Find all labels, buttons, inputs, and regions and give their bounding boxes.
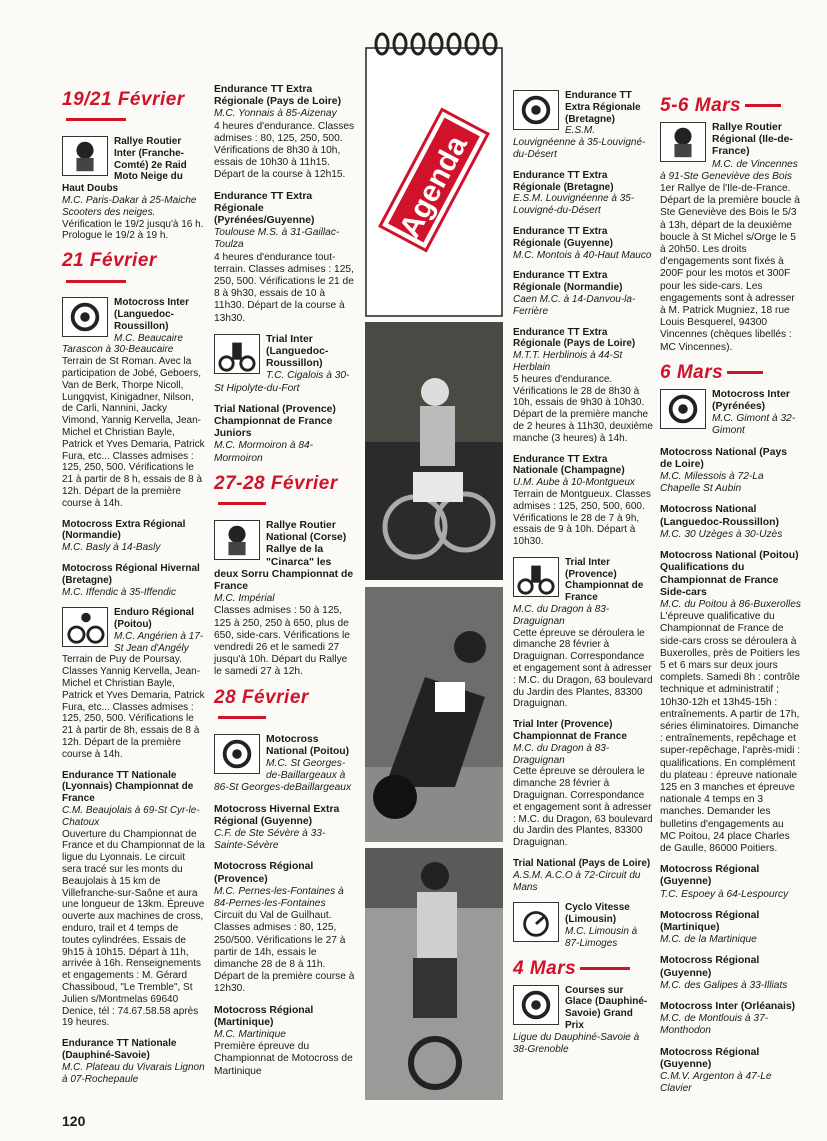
event-organizer: E.S.M. Louvignéenne à 35-Louvigné-du-Désert (513, 125, 646, 160)
date-heading-text: 4 Mars (513, 957, 577, 979)
event-entry (62, 563, 205, 598)
event-organizer: M.T.T. Herblinois à 44-St Herblain (513, 350, 623, 373)
column-2 (214, 84, 356, 1087)
event-title: Motocross Régional (Provence) (214, 861, 314, 885)
event-entry (62, 297, 205, 509)
event-entry (214, 520, 356, 679)
event-description: Vérification le 19/2 jusqu'à 16 h. Prologue le 19/2 à 19 h. (62, 218, 204, 242)
event-entry (660, 504, 802, 541)
event-entry (513, 270, 653, 317)
event-title: Trial National (Provence) Championnat de France Juniors (214, 403, 336, 440)
event-title: Endurance TT Extra Régionale (Guyenne) (513, 225, 614, 249)
column-3 (513, 90, 653, 1064)
event-title: Enduro Régional (Poitou) (114, 607, 194, 631)
event-title: Motocross Inter (Pyrénées) (712, 388, 790, 413)
event-entry (513, 90, 653, 161)
date-heading-text: 28 Février (214, 686, 309, 708)
trial-icon (513, 557, 559, 597)
event-organizer: M.C. St Georges-de-Baillargeaux à 86-St Georges-deBaillargeaux (214, 757, 352, 794)
event-organizer: M.C. de Montlouis à 37-Monthodon (660, 1013, 769, 1037)
event-organizer: M.C. Plateau du Vivarais Lignon à 07-Rochepaule (62, 1061, 205, 1085)
date-heading (62, 90, 205, 130)
motocross-icon (513, 985, 559, 1025)
event-organizer: M.C. Pernes-les-Fontaines à 84-Pernes-les-Fontaines (214, 885, 344, 909)
date-heading-text: 21 Février (62, 250, 157, 272)
speed-icon (513, 902, 559, 942)
event-title: Courses sur Glace (Dauphiné-Savoie) Grand Prix (565, 984, 648, 1031)
event-description: 5 heures d'endurance. Vérifications le 28 de 8h30 à 10h, essais de 9h30 à 10h30. Départ de la première manche de 2 heures à 11h30, deuxième manche (3 heures) à 14h. (513, 373, 653, 444)
event-description: L'épreuve qualificative du Championnat de France de side-cars cross se déroulera à Buxerolles, près de Poitiers les 5 et 6 mars sur deux jours complets. Samedi 8h : contrôle technique et administratif ; 10h30-12h et 13h45-15h : entraînements. A partir de 17h, séries éliminatoires. Dimanche : entraînements, repêchage et super-repêchage, l'après-midi : qualifications. En complément du plateau : épreuve nationale 125 en 3 manches et épreuve nationale 4 temps en 3 manches. Demander les bulletins d'engagements au MC Poitou, 24 place Charles de Gaulle, 86000 Poitiers. (660, 611, 801, 854)
event-title: Trial Inter (Provence) Championnat de France (565, 556, 644, 604)
event-organizer: Ligue du Dauphiné-Savoie à 38-Grenoble (513, 1031, 640, 1055)
event-entry (513, 902, 653, 949)
event-organizer: C.M.V. Argenton à 47-Le Clavier (660, 1071, 772, 1095)
date-rule (66, 280, 126, 283)
event-title: Motocross National (Pays de Loire) (660, 446, 788, 470)
motocross-icon (62, 297, 108, 337)
event-entry (62, 1038, 205, 1085)
event-title: Endurance TT Extra Régionale (Bretagne) (565, 90, 641, 125)
event-entry (513, 454, 653, 548)
event-entry (660, 550, 802, 855)
event-title: Rallye Routier Inter (Franche-Comté) 2e Raid Moto Neige du Haut Doubs (62, 136, 187, 195)
event-entry (660, 447, 802, 496)
event-title: Endurance TT Nationale (Dauphiné-Savoie) (62, 1038, 177, 1061)
event-entry (62, 136, 205, 242)
event-description: Terrain de Montgueux. Classes admises : 125, 250, 500, 600. Vérifications le 28 de 7 à 9h, essais de 9 à 10h. Départ à 10h30. (513, 488, 651, 548)
event-entry (660, 1047, 802, 1096)
event-title: Motocross Inter (Orléanais) (660, 1001, 796, 1012)
event-organizer: C.F. de Ste Sévère à 33-Sainte-Sévère (214, 827, 326, 852)
event-entry (660, 864, 802, 901)
event-organizer: U.M. Aube à 10-Montgueux (513, 477, 635, 489)
event-organizer: M.C. Impérial (214, 593, 275, 605)
enduro-icon (62, 607, 108, 647)
event-entry (214, 1005, 356, 1078)
date-heading-text: 19/21 Février (62, 89, 185, 110)
event-organizer: T.C. Espoey à 64-Lespourcy (660, 888, 789, 900)
event-organizer: E.S.M. Louvignéenne à 35-Louvigné-du-Désert (513, 193, 635, 217)
event-title: Endurance TT Extra Régionale (Pays de Loire) (513, 326, 636, 350)
event-organizer: M.C. Angérien à 17-St Jean d'Angély (114, 630, 204, 654)
event-organizer: M.C. 30 Uzèges à 30-Uzès (660, 528, 783, 540)
event-title: Motocross National (Poitou) Qualifications du Championnat de France Side-cars (660, 550, 799, 598)
event-title: Rallye Routier Régional (Ile-de-France) (712, 122, 793, 158)
event-entry (214, 191, 356, 325)
event-entry (62, 607, 205, 760)
event-description: Circuit du Val de Guilhaut. Classes admises : 80, 125, 250/500. Vérifications le 27 à partir de 14h, essais le dimanche 28 de 8 à 11h. Départ de la première course à 12h30. (214, 910, 355, 995)
date-rule (727, 371, 763, 374)
event-title: Motocross National (Languedoc-Roussillon) (660, 504, 779, 528)
event-entry (214, 404, 356, 465)
date-rule (218, 716, 266, 719)
event-entry (62, 519, 205, 554)
page-number: 120 (62, 1113, 86, 1129)
event-organizer: M.C. Montois à 40-Haut Mauco (513, 249, 652, 261)
date-heading-text: 27-28 Février (214, 472, 338, 494)
date-rule (218, 502, 266, 505)
event-entry (214, 861, 356, 995)
event-entry (214, 334, 356, 395)
event-title: Endurance TT Nationale (Lyonnais) Championnat de France (62, 769, 194, 805)
date-heading (660, 363, 802, 383)
rally-icon (62, 136, 108, 176)
event-description: 4 heures d'endurance tout-terrain. Classes admises : 125, 250, 500. Vérifications le 21 de 8 à 9h30, essais de 10 à 11h30. Départ de la course à 13h30. (214, 251, 354, 324)
event-entry (214, 84, 356, 182)
photo-motocross-rider (365, 848, 503, 1100)
event-title: Motocross Régional (Guyenne) (660, 955, 760, 979)
event-description: Terrain de St Roman. Avec la participation de Jobé, Geboers, Van de Berk, Thorpe Nicoll, Lungqvist, Kinigadner, Nilson, de Carli, Nannini, Jacky Vimond, Yannig Kervella, Jean-Michel et Christian Bayle, Patrick et Yves Demaria, Patrick Fura, etc... Classes admises : 125, 250, 500. Vérifications le 21 à partir de 8 h, essais de 8 à 12h. Départ de la première course à 14h. (62, 356, 205, 509)
event-organizer: M.C. du Poitou à 86-Buxerolles (660, 598, 801, 610)
date-rule (580, 967, 630, 970)
event-organizer: M.C. Paris-Dakar à 25-Maiche Scooters des neiges. (62, 194, 197, 218)
event-organizer: M.C. Basly à 14-Basly (62, 542, 161, 554)
event-description: Première épreuve du Championnat de Motocross de Martinique (214, 1041, 353, 1077)
column-4 (660, 90, 802, 1104)
event-title: Cyclo Vitesse (Limousin) (565, 902, 630, 926)
date-heading (214, 688, 356, 728)
event-organizer: M.C. Yonnais à 85-Aizenay (214, 108, 337, 120)
event-organizer: M.C. Limousin à 87-Limoges (565, 926, 638, 949)
event-organizer: M.C. Martinique (214, 1029, 286, 1040)
event-entry (660, 955, 802, 992)
event-title: Endurance TT Extra Régionale (Normandie) (513, 270, 623, 294)
event-title: Motocross Régional Hivernal (Bretagne) (62, 562, 200, 586)
event-organizer: M.C. du Dragon à 83-Draguignan (513, 742, 610, 766)
date-heading (62, 251, 205, 291)
event-title: Motocross Régional (Guyenne) (660, 1046, 760, 1070)
event-organizer: A.S.M. A.C.O à 72-Circuit du Mans (513, 869, 641, 893)
event-organizer: M.C. des Galipes à 33-Illiats (660, 979, 788, 991)
date-heading-text: 6 Mars (660, 361, 724, 383)
trial-icon (214, 334, 260, 374)
event-organizer: Caen M.C. à 14-Danvou-la-Ferrière (513, 293, 636, 317)
event-title: Rallye Routier National (Corse) Rallye de la "Cinarca" les deux Sorru Championnat de France (214, 519, 354, 592)
event-organizer: M.C. Milessois à 72-La Chapelle St Aubin (660, 471, 764, 495)
motocross-icon (660, 389, 706, 429)
event-title: Motocross Extra Régional (Normandie) (62, 518, 186, 542)
rally-icon (214, 520, 260, 560)
column-1 (62, 84, 205, 1094)
event-title: Endurance TT Extra Nationale (Champagne) (513, 453, 625, 477)
event-title: Trial Inter (Languedoc-Roussillon) (266, 333, 329, 370)
event-title: Motocross Inter (Languedoc-Roussillon) (114, 297, 190, 332)
event-title: Trial Inter (Provence) Championnat de France (513, 719, 627, 743)
event-entry (513, 557, 653, 710)
event-entry (513, 226, 653, 261)
event-description: Classes admises : 50 à 125, 125 à 250, 250 à 650, plus de 650, side-cars. Vérifications le vendredi 26 et le samedi 27 jusqu'à 10h. Départ du Rallye le samedi 27 à 12h. (214, 605, 350, 678)
event-title: Endurance TT Extra Régionale (Pays de Loire) (214, 84, 342, 108)
event-title: Endurance TT Extra Régionale (Pyrénées/Guyenne) (214, 190, 315, 227)
event-title: Motocross Hivernal Extra Régional (Guyenne) (214, 803, 340, 827)
photo-speed-rider (365, 587, 503, 842)
event-organizer: M.C. Beaucaire Tarascon à 30-Beaucaire (62, 332, 183, 356)
motocross-icon (513, 90, 559, 130)
event-organizer: M.C. de Vincennes à 91-Ste Geneviève des Bois (660, 158, 798, 182)
event-title: Motocross Régional (Guyenne) (660, 864, 760, 888)
agenda-notepad (362, 30, 506, 320)
event-organizer: Toulouse M.S. à 31-Gaillac-Toulza (214, 227, 340, 251)
event-entry (660, 910, 802, 947)
photo-trial-rider (365, 322, 503, 580)
date-heading (660, 96, 802, 116)
event-organizer: C.M. Beaujolais à 69-St Cyr-le-Chatoux (62, 805, 200, 828)
event-organizer: M.C. Mormoiron à 84-Mormoiron (214, 440, 314, 464)
event-organizer: M.C. Iffendic à 35-Iffendic (62, 586, 176, 598)
event-entry (214, 804, 356, 853)
event-organizer: M.C. Gimont à 32-Gimont (712, 413, 796, 437)
date-rule (745, 104, 781, 107)
event-entry (62, 770, 205, 1030)
event-description: 4 heures d'endurance. Classes admises : 80, 125, 250, 500. Vérifications de 8h30 à 10h, essais de 10h30 à 11h15. Départ de la course à 12h15. (214, 120, 355, 181)
event-entry (214, 734, 356, 795)
date-rule (66, 118, 126, 121)
event-title: Motocross National (Poitou) (266, 733, 350, 757)
event-entry (660, 122, 802, 354)
event-organizer: T.C. Cigalois à 30-St Hipolyte-du-Fort (214, 370, 350, 394)
date-heading (513, 959, 653, 979)
date-heading-text: 5-6 Mars (660, 95, 742, 116)
date-heading (214, 474, 356, 514)
event-title: Trial National (Pays de Loire) (513, 858, 651, 870)
event-description: Cette épreuve se déroulera le dimanche 28 février à Draguignan. Correspondance et engagement sont à adresser : M.C. du Dragon, 63 boulevard du Jardin des Plantes, 83300 Draguignan. (513, 627, 653, 710)
event-entry (660, 1001, 802, 1038)
event-organizer: M.C. de la Martinique (660, 934, 757, 946)
event-title: Motocross Régional (Martinique) (214, 1004, 314, 1028)
event-description: Terrain de Puy de Poursay. Classes Yannig Kervella, Jean-Michel et Christian Bayle, Patrick et Yves Demaria, Patrick Fura, etc... Classes admises : 125, 250, 500. Vérifications le 21 à partir de 8h, essais de 8 à 12h. Départ de la première course à 14h. (62, 654, 205, 760)
event-entry (513, 327, 653, 445)
event-description: Cette épreuve se déroulera le dimanche 28 février à Draguignan. Correspondance et engagement sont à adresser : M.C. du Dragon, 63 boulevard du Jardin des Plantes, 83300 Draguignan. (513, 766, 653, 849)
agenda-title: Agenda (393, 130, 474, 244)
event-title: Motocross Régional (Martinique) (660, 909, 760, 933)
event-description: Ouverture du Championnat de France et du Championnat de la ligue du Lyonnais. Le circuit sera tracé sur les monts du Beaujolais à 15 km de Villefranche-sur-Saône et aura une longueur de 13km. Épreuve ouverte aux machines de cross, enduro, trail et 4 temps de toutes cylindrées. Essais de 9h15 à 10h15. Départ à 11h, arrivée à 16h. Renseignements et engagements : M. Gérard Chassiboud, "Le Tremble", St Julien s/Montmelas 69640 Denice, tél : 74.67.58.58 après 19 heures. (62, 828, 205, 1029)
event-entry (513, 719, 653, 849)
event-entry (513, 170, 653, 217)
motocross-icon (214, 734, 260, 774)
event-description: 1er Rallye de l'Ile-de-France. Départ de la première boucle à Ste Geneviève des Bois le 5/3 à 13h, départ de la deuxième boucle à St Michel s/Orge le 5 à 20h50. Les droits d'engagements sont fixés à 200F pour les motos et 300F pour les side-cars. Les engagements sont à adresser à M. Patrick Mugniez, 18 rue Louis Besquerel, 94300 Vincennes (chèques libellés : MC Vincennes). (660, 183, 800, 353)
event-entry (513, 858, 653, 893)
event-entry (660, 389, 802, 438)
event-entry (513, 985, 653, 1056)
rally-icon (660, 122, 706, 162)
event-organizer: M.C. du Dragon à 83-Draguignan (513, 604, 610, 627)
event-title: Endurance TT Extra Régionale (Bretagne) (513, 169, 614, 193)
